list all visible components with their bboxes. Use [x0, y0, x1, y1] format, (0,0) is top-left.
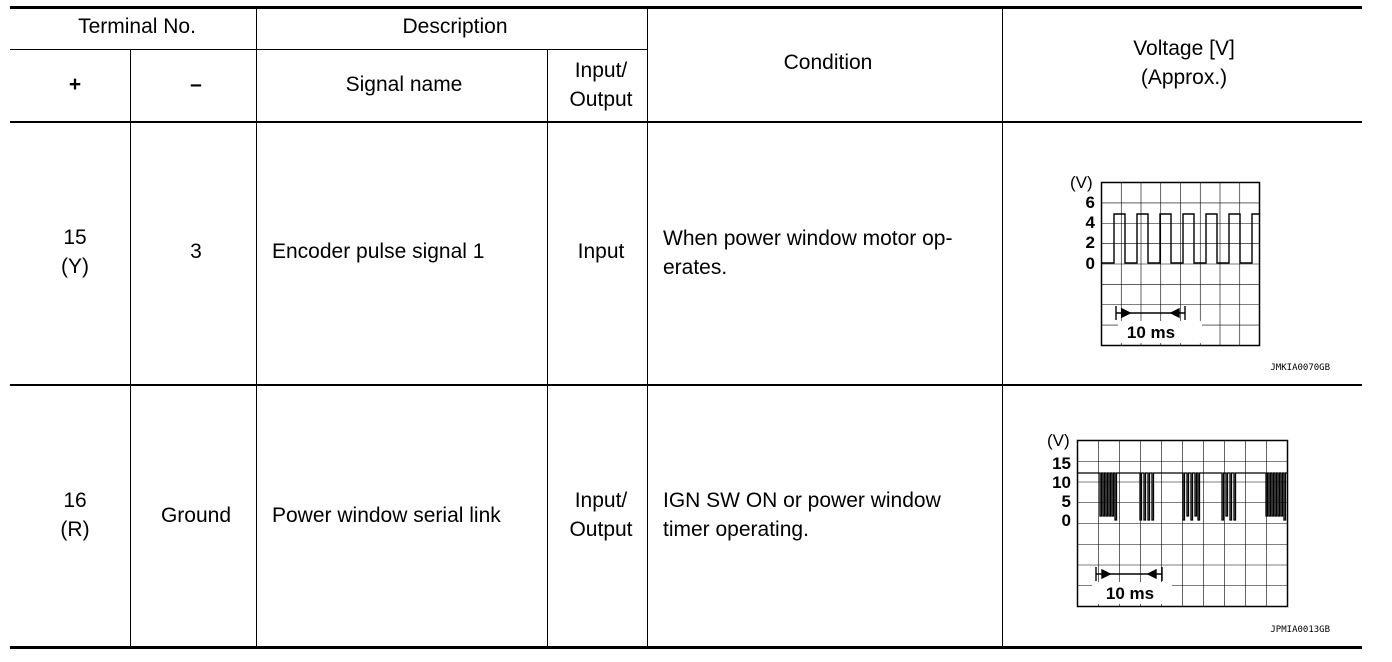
header-bottom-rule — [10, 121, 1362, 123]
col-divider — [647, 9, 648, 646]
col-divider — [1002, 9, 1003, 646]
row-divider — [10, 384, 1362, 386]
scope-y-tick: 0 — [1061, 511, 1071, 530]
header-voltage-line1: Voltage [V] — [1133, 37, 1235, 60]
table-bottom-rule — [10, 646, 1362, 649]
scope-unit-label: (V) — [1070, 173, 1093, 192]
condition-line2: erates. — [663, 256, 728, 279]
scope-y-tick: 2 — [1085, 233, 1095, 252]
col-divider — [256, 9, 257, 646]
terminal-plus-color: (Y) — [61, 255, 89, 278]
header-io-line2: Output — [569, 88, 633, 111]
header-terminal-no: Terminal No. — [78, 15, 196, 38]
col-divider — [130, 50, 131, 646]
signal-name: Power window serial link — [272, 504, 501, 527]
header-signal-name: Signal name — [345, 73, 463, 96]
scope-y-tick: 0 — [1085, 254, 1095, 273]
condition-line1: When power window motor op- — [663, 227, 953, 250]
header-split-rule — [10, 49, 647, 50]
header-io-line1: Input/ — [574, 59, 628, 82]
scope-timebase-label: 10 ms — [1126, 323, 1176, 342]
scope-y-tick: 4 — [1085, 213, 1095, 232]
scope-y-tick: 15 — [1052, 454, 1071, 473]
terminal-minus: 3 — [190, 240, 202, 263]
io-direction-line2: Output — [569, 518, 633, 541]
header-minus: – — [190, 73, 202, 96]
scope-unit-label: (V) — [1047, 431, 1070, 450]
signal-name: Encoder pulse signal 1 — [272, 240, 485, 263]
col-divider — [547, 50, 548, 646]
scope-y-tick: 5 — [1061, 492, 1071, 511]
scope-y-tick: 10 — [1052, 473, 1071, 492]
oscilloscope-waveform-2 — [1040, 420, 1340, 640]
io-direction: Input — [577, 240, 625, 263]
header-plus: + — [68, 73, 82, 96]
header-description: Description — [402, 15, 508, 38]
header-voltage-line2: (Approx.) — [1140, 66, 1228, 89]
terminal-plus-number: 16 — [63, 489, 87, 512]
scope-y-tick: 6 — [1085, 193, 1095, 212]
io-direction-line1: Input/ — [574, 489, 628, 512]
condition-line1: IGN SW ON or power window — [663, 489, 941, 512]
header-condition: Condition — [783, 51, 873, 74]
figure-code: JPMIA0013GB — [1270, 625, 1330, 635]
terminal-minus: Ground — [160, 504, 232, 527]
table-top-rule — [10, 6, 1362, 9]
condition-line2: timer operating. — [663, 518, 809, 541]
figure-code: JMKIA0070GB — [1270, 363, 1330, 373]
terminal-plus-number: 15 — [63, 226, 87, 249]
oscilloscope-waveform-1 — [1040, 160, 1340, 380]
terminal-plus-color: (R) — [60, 518, 90, 541]
scope-timebase-label: 10 ms — [1105, 584, 1155, 603]
